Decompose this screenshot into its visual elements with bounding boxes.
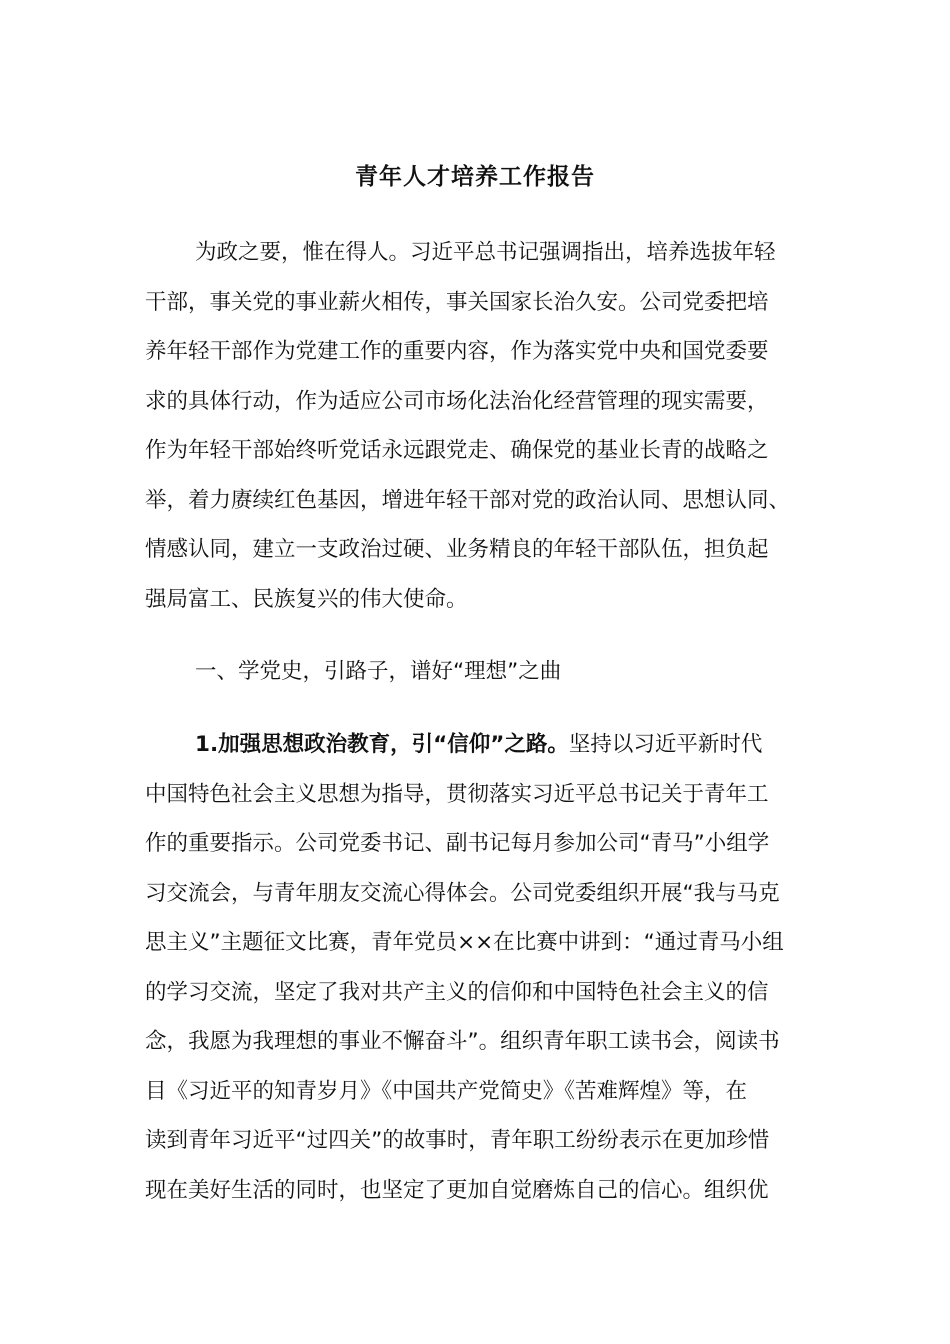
document-title: 青年人才培养工作报告 [355,164,595,190]
paragraph-line: 求的具体行动，作为适应公司市场化法治化经营管理的现实需要， [145,388,769,414]
subsection-lead: 1.加强思想政治教育，引“信仰”之路。 [195,732,569,757]
paragraph-line: 强局富工、民族复兴的伟大使命。 [145,586,468,612]
paragraph-line: 目《习近平的知青岁月》《中国共产党简史》《苦难辉煌》等，在 [145,1078,748,1104]
paragraph-line: 中国特色社会主义思想为指导，贯彻落实习近平总书记关于青年工 [145,781,769,807]
paragraph-line: 为政之要，惟在得人。习近平总书记强调指出，培养选拔年轻 [195,240,776,265]
paragraph-line: 习交流会，与青年朋友交流心得体会。公司党委组织开展“我与马克 [145,880,780,906]
paragraph-line: 干部，事关党的事业薪火相传，事关国家长治久安。公司党委把培 [145,289,769,315]
paragraph-line: 现在美好生活的同时，也坚定了更加自觉磨炼自己的信心。组织优 [145,1177,769,1203]
paragraph-line-rest: 坚持以习近平新时代 [568,732,763,757]
paragraph-line: 思主义”主题征文比赛，青年党员××在比赛中讲到：“通过青马小组 [145,930,784,955]
paragraph-line: 读到青年习近平“过四关”的故事时，青年职工纷纷表示在更加珍惜 [145,1128,770,1153]
intro-paragraph [145,228,815,624]
paragraph-line: 的学习交流，坚定了我对共产主义的信仰和中国特色社会主义的信 [145,979,769,1005]
paragraph-first-line [145,720,815,770]
subsection-paragraph [145,720,815,1215]
paragraph-line: 举，着力赓续红色基因，增进年轻干部对党的政治认同、思想认同、 [145,487,791,513]
section-heading: 一、学党史，引路子，谱好“理想”之曲 [195,659,562,684]
paragraph-line: 作的重要指示。公司党委书记、副书记每月参加公司“青马”小组学 [145,831,770,856]
paragraph-line: 养年轻干部作为党建工作的重要内容，作为落实党中央和国党委要 [145,339,769,364]
paragraph-line: 情感认同，建立一支政治过硬、业务精良的年轻干部队伍，担负起 [145,537,769,562]
paragraph-line: 念，我愿为我理想的事业不懈奋斗”。组织青年职工读书会，阅读书 [145,1029,780,1054]
paragraph-line: 作为年轻干部始终听党话永远跟党走、确保党的基业长青的战略之 [145,438,769,463]
